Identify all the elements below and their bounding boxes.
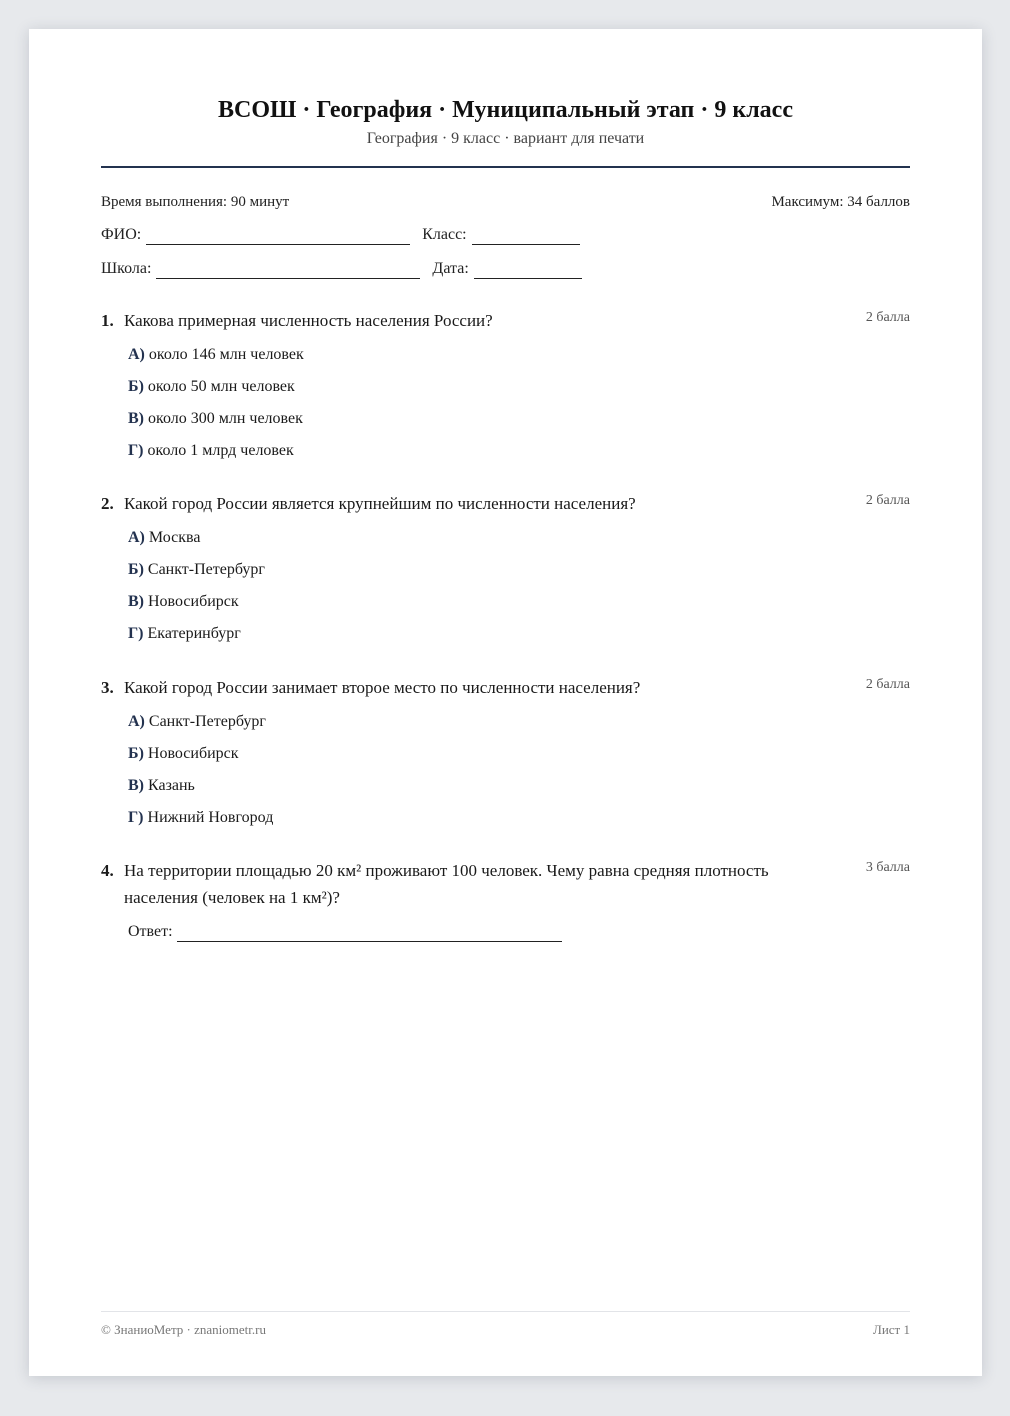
answer-label: Ответ: [128, 923, 173, 940]
option-g[interactable] [128, 441, 910, 473]
option-letter: Б) [128, 745, 144, 762]
date-field[interactable] [474, 263, 582, 279]
option-letter: В) [128, 593, 144, 610]
option-text: около 1 млрд человек [147, 442, 294, 459]
question-points: 2 балла [865, 310, 910, 325]
footer-copyright: © ЗнаниоМетр · znaniometr.ru [101, 1322, 266, 1337]
date-label: Дата: [432, 260, 469, 277]
option-letter: В) [128, 410, 144, 427]
options-list [128, 712, 910, 840]
page-title: ВСОШ · География · Муниципальный этап · 9 класс [218, 97, 793, 123]
fio-class-row [101, 225, 910, 245]
option-v[interactable] [128, 776, 910, 808]
option-g[interactable] [128, 624, 910, 656]
option-letter: Г) [128, 442, 144, 459]
header-divider [101, 166, 910, 168]
footer-divider [101, 1311, 910, 1312]
school-date-row [101, 259, 910, 279]
option-letter: А) [128, 713, 145, 730]
question-1 [101, 307, 910, 473]
max-score: Максимум: 34 баллов [771, 194, 910, 210]
option-text: Санкт-Петербург [148, 713, 266, 730]
option-letter: Б) [128, 561, 144, 578]
option-letter: Г) [128, 809, 144, 826]
page-subtitle: География · 9 класс · вариант для печати [366, 130, 645, 147]
footer-page-number: Лист 1 [873, 1322, 910, 1337]
question-points: 3 балла [865, 860, 910, 875]
option-letter: В) [128, 777, 144, 794]
option-b[interactable] [128, 744, 910, 776]
question-text: На территории площадью 20 км² проживают 100 человек. Чему равна средняя плотность населения (человек на 1 км²)? [124, 861, 769, 907]
question-number: 4. [101, 861, 114, 880]
question-4 [101, 857, 910, 942]
option-a[interactable] [128, 528, 910, 560]
time-limit: Время выполнения: 90 минут [101, 194, 290, 210]
option-letter: Б) [128, 378, 144, 395]
school-field[interactable] [156, 263, 420, 279]
option-text: около 50 млн человек [147, 378, 295, 395]
test-sheet [29, 29, 982, 1376]
option-letter: А) [128, 346, 145, 363]
option-v[interactable] [128, 409, 910, 441]
question-number: 3. [101, 678, 114, 697]
option-letter: Г) [128, 625, 144, 642]
option-text: Новосибирск [147, 745, 239, 762]
options-list [128, 345, 910, 473]
question-number: 2. [101, 494, 114, 513]
option-text: Санкт-Петербург [147, 561, 265, 578]
school-label: Школа: [101, 260, 152, 277]
fio-label: ФИО: [101, 226, 142, 243]
class-field[interactable] [472, 229, 580, 245]
option-a[interactable] [128, 345, 910, 377]
question-text: Какой город России является крупнейшим по численности населения? [124, 494, 636, 513]
question-2 [101, 490, 910, 656]
sheet-header [101, 95, 910, 149]
option-b[interactable] [128, 560, 910, 592]
question-3 [101, 674, 910, 840]
question-number: 1. [101, 311, 114, 330]
option-text: около 300 млн человек [148, 410, 303, 427]
option-text: Москва [148, 529, 201, 546]
option-b[interactable] [128, 377, 910, 409]
answer-row [128, 922, 910, 942]
option-text: Нижний Новгород [147, 809, 274, 826]
options-list [128, 528, 910, 656]
option-a[interactable] [128, 712, 910, 744]
option-v[interactable] [128, 592, 910, 624]
sheet-footer [101, 1321, 910, 1339]
question-text: Какой город России занимает второе место по численности населения? [124, 678, 641, 697]
question-text: Какова примерная численность населения России? [124, 311, 493, 330]
option-text: Казань [148, 777, 195, 794]
answer-field[interactable] [177, 926, 562, 942]
meta-row [101, 192, 910, 212]
question-points: 2 балла [865, 493, 910, 508]
question-points: 2 балла [865, 677, 910, 692]
option-letter: А) [128, 529, 145, 546]
class-label: Класс: [422, 226, 467, 243]
option-g[interactable] [128, 808, 910, 840]
option-text: Новосибирск [148, 593, 239, 610]
option-text: около 146 млн человек [148, 346, 304, 363]
option-text: Екатеринбург [147, 625, 241, 642]
fio-field[interactable] [146, 229, 410, 245]
